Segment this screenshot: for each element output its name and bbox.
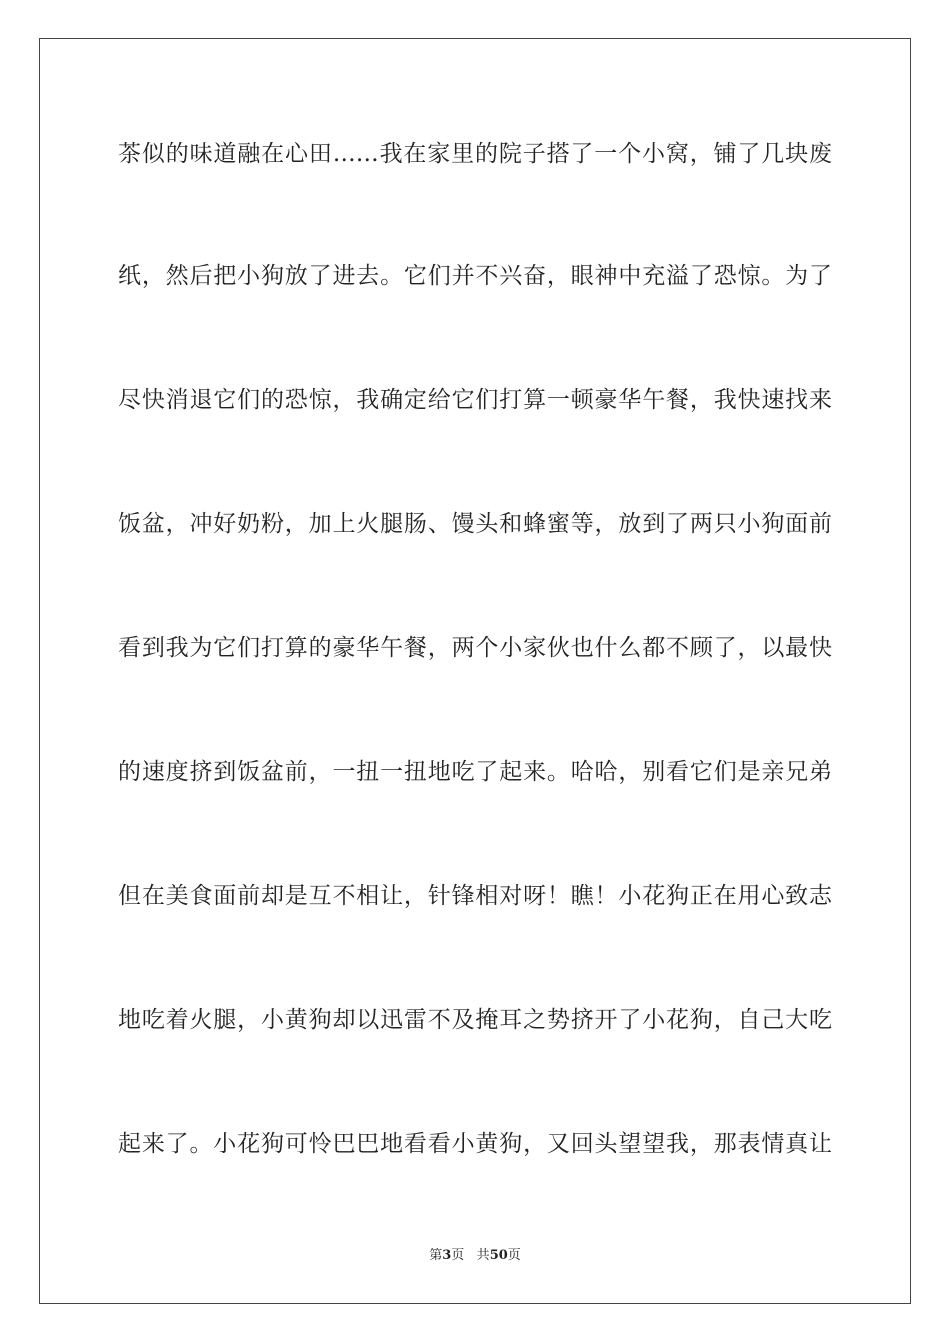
footer-page-prefix: 第 [429, 1248, 443, 1263]
paragraph-line-3: 尽快消退它们的恐惊，我确定给它们打算一顿豪华午餐，我快速找来 [118, 387, 832, 413]
page-border [39, 38, 911, 1304]
paragraph-line-9: 起来了。小花狗可怜巴巴地看看小黄狗，又回头望望我，那表情真让 [118, 1131, 832, 1157]
paragraph-line-8: 地吃着火腿，小黄狗却以迅雷不及掩耳之势挤开了小花狗，自己大吃 [118, 1007, 832, 1033]
footer-total-pages: 50 [489, 1248, 508, 1263]
paragraph-line-5: 看到我为它们打算的豪华午餐，两个小家伙也什么都不顾了，以最快 [118, 635, 832, 661]
paragraph-line-1: 茶似的味道融在心田……我在家里的院子搭了一个小窝，铺了几块废 [118, 141, 832, 167]
page-footer [0, 1246, 950, 1266]
footer-page-number: 3 [442, 1248, 452, 1263]
footer-page-suffix: 页 [451, 1248, 465, 1263]
paragraph-line-4: 饭盆，冲好奶粉，加上火腿肠、馒头和蜂蜜等，放到了两只小狗面前 [118, 511, 832, 537]
paragraph-line-6: 的速度挤到饭盆前，一扭一扭地吃了起来。哈哈，别看它们是亲兄弟 [118, 759, 832, 785]
paragraph-line-7: 但在美食面前却是互不相让，针锋相对呀！瞧！小花狗正在用心致志 [118, 883, 832, 909]
footer-total-suffix: 页 [507, 1248, 521, 1263]
footer-total-prefix: 共 [476, 1248, 490, 1263]
paragraph-line-2: 纸，然后把小狗放了进去。它们并不兴奋，眼神中充溢了恐惊。为了 [118, 263, 832, 289]
